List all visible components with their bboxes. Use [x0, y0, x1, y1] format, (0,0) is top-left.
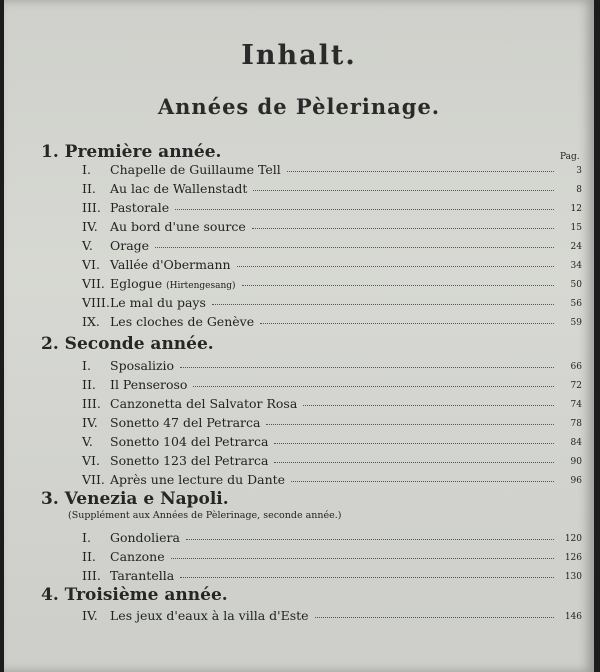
book-page [4, 0, 594, 672]
toc-entry[interactable] [82, 549, 582, 567]
entry-title: Canzonetta del Salvator Rosa [110, 396, 298, 411]
entry-page: 59 [570, 318, 582, 328]
entry-page: 146 [564, 612, 582, 622]
leader-dots [274, 462, 554, 463]
entry-number: VIII. [82, 295, 110, 310]
leader-dots [303, 405, 554, 406]
toc-entry[interactable] [82, 472, 582, 490]
entry-number: VII. [82, 276, 105, 291]
toc-entry[interactable] [82, 162, 582, 180]
entry-page: 34 [570, 261, 582, 271]
entry-number: I. [82, 358, 91, 373]
toc-entry[interactable] [82, 200, 582, 218]
entry-number: IX. [82, 314, 100, 329]
toc-entry[interactable] [82, 358, 582, 376]
leader-dots [171, 558, 554, 559]
leader-dots [291, 481, 554, 482]
toc-entry[interactable] [82, 257, 582, 275]
entry-title: Le mal du pays [110, 295, 206, 310]
leader-dots [242, 285, 554, 286]
entry-number: I. [82, 530, 91, 545]
toc-entry[interactable] [82, 314, 582, 332]
entry-title: Il Penseroso [110, 377, 188, 392]
toc-entry[interactable] [82, 276, 582, 294]
leader-dots [237, 266, 554, 267]
entry-number: IV. [82, 219, 98, 234]
section-heading: 3. Venezia e Napoli. [41, 489, 229, 509]
page-column-header: Pag. [560, 152, 580, 162]
toc-entry[interactable] [82, 415, 582, 433]
entry-title: Sonetto 47 del Petrarca [110, 415, 261, 430]
entry-number: III. [82, 568, 101, 583]
toc-entry[interactable] [82, 434, 582, 452]
entry-title: Au lac de Wallenstadt [110, 181, 248, 196]
entry-title: Sonetto 104 del Petrarca [110, 434, 269, 449]
entry-page: 84 [570, 438, 582, 448]
entry-title: Tarantella [110, 568, 175, 583]
entry-page: 8 [576, 185, 582, 195]
entry-title: Les jeux d'eaux à la villa d'Este [110, 608, 309, 623]
entry-number: II. [82, 181, 96, 196]
entry-title: Vallée d'Obermann [110, 257, 231, 272]
leader-dots [193, 386, 554, 387]
toc-entry[interactable] [82, 530, 582, 548]
leader-dots [252, 228, 554, 229]
entry-page: 96 [570, 476, 582, 486]
page-title: Inhalt. [241, 40, 357, 71]
entry-number: I. [82, 162, 91, 177]
entry-page: 50 [570, 280, 582, 290]
entry-title: Sposalizio [110, 358, 175, 373]
toc-entry[interactable] [82, 238, 582, 256]
section-heading: 1. Première année. [41, 142, 222, 162]
toc-entry[interactable] [82, 377, 582, 395]
page-subtitle: Années de Pèlerinage. [157, 94, 441, 119]
toc-entry[interactable] [82, 181, 582, 199]
entry-title: Orage [110, 238, 150, 253]
entry-number: IV. [82, 415, 98, 430]
toc-entry[interactable] [82, 396, 582, 414]
leader-dots [287, 171, 554, 172]
leader-dots [212, 304, 554, 305]
entry-page: 90 [570, 457, 582, 467]
leader-dots [253, 190, 554, 191]
entry-title: Au bord d'une source [110, 219, 246, 234]
leader-dots [315, 617, 554, 618]
leader-dots [274, 443, 554, 444]
toc-entry[interactable] [82, 568, 582, 586]
entry-number: II. [82, 549, 96, 564]
entry-page: 66 [570, 362, 582, 372]
entry-page: 3 [576, 166, 582, 176]
entry-title-main: Eglogue [110, 276, 163, 291]
entry-page: 24 [570, 242, 582, 252]
entry-number: V. [82, 434, 93, 449]
section-heading: 2. Seconde année. [41, 334, 214, 354]
entry-number: VII. [82, 472, 105, 487]
entry-title: Canzone [110, 549, 165, 564]
entry-page: 74 [570, 400, 582, 410]
toc-entry[interactable] [82, 608, 582, 626]
toc-entry[interactable] [82, 219, 582, 237]
leader-dots [260, 323, 554, 324]
entry-number: IV. [82, 608, 98, 623]
leader-dots [266, 424, 554, 425]
entry-title: Gondoliera [110, 530, 180, 545]
entry-number: III. [82, 396, 101, 411]
entry-page: 130 [564, 572, 582, 582]
entry-title: Les cloches de Genève [110, 314, 255, 329]
leader-dots [186, 539, 554, 540]
entry-subtitle: (Hirtengesang) [166, 281, 236, 291]
entry-page: 126 [564, 553, 582, 563]
entry-page: 12 [570, 204, 582, 214]
entry-title: Après une lecture du Dante [110, 472, 286, 487]
section-note: (Supplément aux Années de Pèlerinage, seconde année.) [68, 510, 342, 521]
leader-dots [180, 367, 554, 368]
entry-title: Sonetto 123 del Petrarca [110, 453, 269, 468]
entry-page: 15 [570, 223, 582, 233]
entry-number: VI. [82, 453, 100, 468]
entry-number: VI. [82, 257, 100, 272]
entry-title [110, 276, 236, 291]
leader-dots [155, 247, 554, 248]
section-heading: 4. Troisième année. [41, 585, 228, 605]
entry-page: 56 [570, 299, 582, 309]
entry-number: II. [82, 377, 96, 392]
entry-number: V. [82, 238, 93, 253]
leader-dots [175, 209, 554, 210]
entry-title: Chapelle de Guillaume Tell [110, 162, 281, 177]
entry-number: III. [82, 200, 101, 215]
toc-entry[interactable] [82, 295, 582, 313]
entry-page: 120 [564, 534, 582, 544]
entry-title: Pastorale [110, 200, 170, 215]
toc-entry[interactable] [82, 453, 582, 471]
leader-dots [180, 577, 554, 578]
entry-page: 72 [570, 381, 582, 391]
entry-page: 78 [570, 419, 582, 429]
